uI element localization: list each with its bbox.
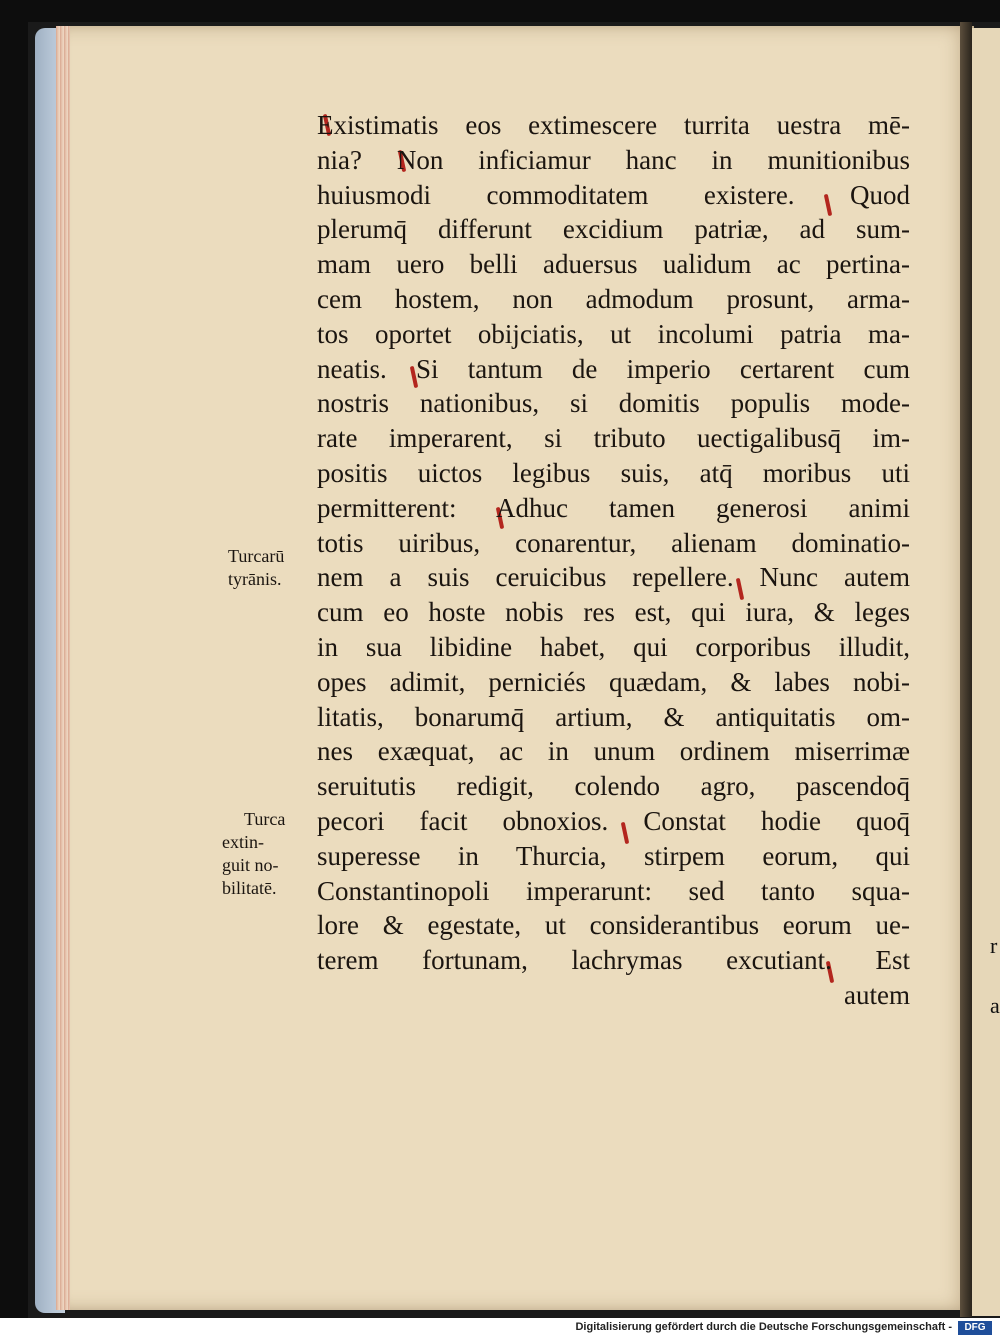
text-line: cum eo hoste nobis res est, qui iura, & leges (317, 597, 910, 628)
catchword: autem (844, 979, 910, 1010)
facing-page-edge (972, 28, 1000, 1316)
margin-note-line: Turca (244, 809, 286, 829)
text-line: terem fortunam, lachrymas excutiant. Est (317, 945, 910, 976)
footer-bar (0, 1318, 1000, 1338)
text-line: Constantinopoli imperarunt: sed tanto squa- (317, 875, 910, 906)
margin-note (228, 545, 284, 591)
text-line: totis uiribus, conarentur, alienam dominatio- (317, 527, 910, 558)
facing-page-fragment: a (990, 993, 1000, 1018)
text-line: mam uero belli aduersus ualidum ac pertina- (317, 249, 910, 280)
main-text-block (317, 108, 910, 1013)
text-line: Existimatis eos extimescere turrita uestra mē- (317, 110, 910, 140)
book-gutter (960, 22, 972, 1317)
text-line: nes exæquat, ac in unum ordinem miserrimæ (317, 736, 910, 767)
margin-note-line: bilitatē. (222, 878, 277, 898)
text-line: litatis, bonarumq̄ artium, & antiquitatis om- (317, 701, 910, 732)
margin-note-line: Turcarū (228, 546, 285, 566)
text-line: in sua libidine habet, qui corporibus illudit, (317, 631, 910, 662)
text-line: nem a suis ceruicibus repellere. Nunc autem (317, 562, 910, 593)
margin-note (222, 808, 285, 900)
text-line: rate imperarent, si tributo uectigalibusq̄ im- (317, 423, 910, 454)
text-line: huiusmodi commoditatem existere. Quod (317, 179, 910, 210)
text-line: superesse in Thurcia, stirpem eorum, qui (317, 840, 910, 871)
dfg-logo: DFG (958, 1321, 992, 1335)
text-line: tos oportet obijciatis, ut incolumi patria ma- (317, 318, 910, 349)
text-line: pecori facit obnoxios. Constat hodie quoq̄ (317, 805, 910, 836)
margin-note-line: extin- (222, 832, 264, 852)
text-line: nia? Non inficiamur hanc in munitionibus (317, 144, 910, 175)
text-line: lore & egestate, ut considerantibus eorum ue- (317, 910, 910, 941)
facing-page-fragment: r (990, 933, 998, 958)
text-line: seruitutis redigit, colendo agro, pascendoq̄ (317, 771, 910, 802)
text-line: opes adimit, perniciés quædam, & labes nobi- (317, 666, 910, 697)
margin-note-line: guit no- (222, 855, 279, 875)
text-line: positis uictos legibus suis, atq̄ moribus uti (317, 457, 910, 488)
text-line: permitterent: Adhuc tamen generosi animi (317, 492, 910, 523)
text-line: cem hostem, non admodum prosunt, arma- (317, 283, 910, 314)
text-line: neatis. Si tantum de imperio certarent cum (317, 353, 910, 384)
text-line: plerumq̄ differunt excidium patriæ, ad sum- (317, 214, 910, 245)
margin-note-line: tyrānis. (228, 569, 282, 589)
text-line: nostris nationibus, si domitis populis mode- (317, 388, 910, 419)
footer-credit: Digitalisierung gefördert durch die Deutsche Forschungsgemeinschaft - (575, 1321, 952, 1333)
